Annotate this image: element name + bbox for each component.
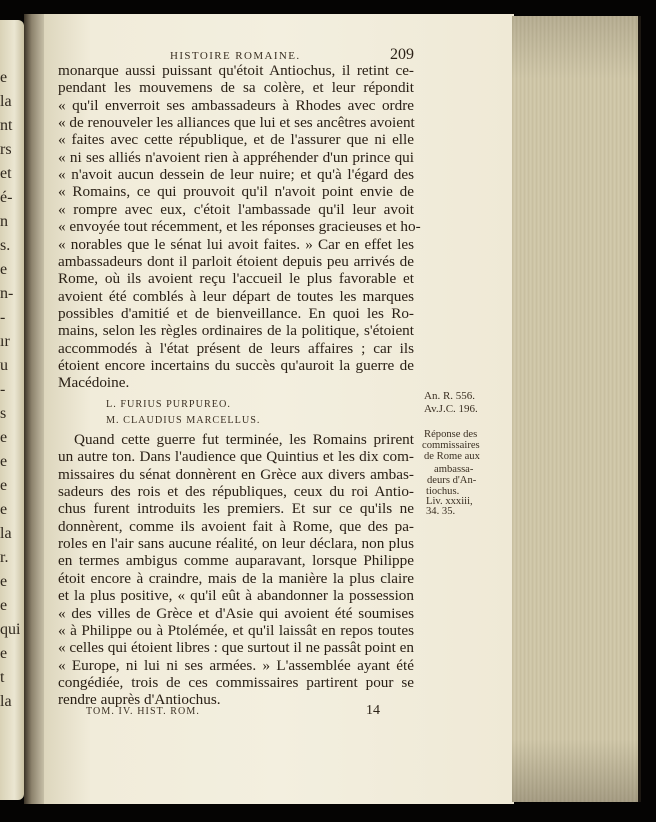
- footer-number: 14: [366, 703, 380, 718]
- text-line: « qu'il enverroit ses ambassadeurs à Rhodes avec ordre: [58, 96, 414, 114]
- text-line: roles en l'air sans aucune réalité, on leur déclara, non plus: [58, 535, 414, 553]
- side-note-line: tiochus.: [426, 486, 460, 497]
- book-gutter: [24, 14, 46, 804]
- side-note-line: Liv. xxxiii,: [426, 496, 473, 507]
- text-line: en termes ambigus comme auparavant, lorsque Philippe: [58, 552, 414, 570]
- left-page-fragment: s: [0, 406, 7, 422]
- side-note-line: ambassa-: [434, 464, 474, 475]
- left-page-fragment: e: [0, 478, 8, 494]
- text-line: Rome, où ils avoient reçu l'accueil le plus favorable et: [58, 270, 414, 288]
- side-note-line: de Rome aux: [424, 451, 480, 462]
- side-note-line: 34. 35.: [426, 506, 456, 517]
- text-line: étoit encore à craindre, mais de la manière la plus claire: [58, 569, 414, 587]
- left-page-fragment: la: [0, 526, 12, 542]
- left-page-fragment: la: [0, 94, 12, 110]
- text-line: Macédoine.: [58, 374, 130, 392]
- text-line: possibles d'amitié et de bienveillance. En quoi les Ro-: [58, 304, 414, 322]
- text-line: congédiée, trois de ces commissaires partirent pour se: [58, 673, 414, 691]
- left-page-fragment: e: [0, 502, 8, 518]
- side-note-line: commissaires: [422, 440, 480, 451]
- left-page-fragment: la: [0, 694, 12, 710]
- text-line: sadeurs des rois et des républiques, ceux du roi Antio-: [58, 483, 414, 501]
- page-stack-shadow: [512, 16, 638, 802]
- left-page-fragment: t: [0, 670, 5, 686]
- text-line: « celles qui étoient libres : que surtout il ne passât point en: [58, 639, 414, 657]
- text-line: « à Philippe ou à Ptolémée, et qu'il laissât en repos toutes: [58, 621, 414, 639]
- side-note-line: Réponse des: [424, 429, 478, 440]
- left-page-fragment: e: [0, 598, 8, 614]
- text-line: et la plus positive, « qu'il eût à abandonner la possession: [58, 587, 414, 605]
- text-line: « faites avec cette république, et de l'assurer que ni elle: [58, 131, 414, 149]
- text-line: mains, selon les règles ordinaires de la politique, s'étoient: [58, 322, 414, 340]
- left-page-fragment: qui: [0, 622, 20, 638]
- text-line: pendant les mouvemens de sa colère, et leur répondit: [58, 79, 414, 97]
- left-page-fragment: e: [0, 646, 8, 662]
- text-line: « Romains, ce qui prouvoit qu'il n'avoit point envie de: [58, 183, 414, 201]
- left-page-fragment: nt: [0, 118, 13, 134]
- text-line: « envoyée tout récemment, et les réponses gracieuses et ho-: [58, 218, 421, 236]
- left-page-fragment: r.: [0, 550, 9, 566]
- text-line: accommodés à l'état présent de leurs affaires ; car ils: [58, 339, 414, 357]
- left-page-fragment: é-: [0, 190, 13, 206]
- left-page-fragment: -: [0, 310, 6, 326]
- left-page-fragment: e: [0, 70, 8, 86]
- left-page-fragment: u: [0, 358, 8, 374]
- left-page-fragment: n-: [0, 286, 14, 302]
- consul-2: M. CLAUDIUS MARCELLUS.: [106, 415, 261, 426]
- text-line: Quand cette guerre fut terminée, les Romains prirent: [74, 431, 414, 448]
- text-line: monarque aussi puissant qu'étoit Antiochus, il retint ce-: [58, 62, 414, 79]
- text-line: « norables que le sénat lui avoit faites. » Car en effet les: [58, 235, 414, 253]
- left-page-fragment: ır: [0, 334, 10, 350]
- text-line: « ni ses alliés n'avoient rien à appréhender d'un prince qui: [58, 148, 414, 166]
- text-line: un autre ton. Dans l'audience que Quintius et les dix com-: [58, 448, 414, 466]
- text-line: avoient été comblés à leur départ de toutes les marques: [58, 287, 414, 305]
- text-line: « n'avoit aucun dessein de leur nuire; et qu'à l'égard des: [58, 166, 414, 184]
- left-page-fragment: e: [0, 430, 8, 446]
- text-line: donnèrent, comme ils avoient fait à Rome, que des pa-: [58, 517, 414, 535]
- margin-year-rome: An. R. 556.: [424, 390, 476, 402]
- text-line: « de renouveler les alliances que lui et ses ancêtres avoient: [58, 114, 415, 132]
- consul-1: L. FURIUS PURPUREO.: [106, 399, 231, 410]
- side-note-line: deurs d'An-: [427, 475, 477, 486]
- text-line: étoient encore incertains du succès qu'auroit la guerre de: [58, 356, 414, 374]
- text-line: « des villes de Grèce et d'Asie qui avoient été soumises: [58, 604, 414, 622]
- left-page-fragment: n: [0, 214, 8, 230]
- left-page-fragment: e: [0, 262, 8, 278]
- text-line: « rompre avec eux, c'étoit l'ambassade qu'il leur avoit: [58, 200, 414, 218]
- left-page-edge: [0, 20, 24, 800]
- left-page-fragment: e: [0, 454, 8, 470]
- page-number: 209: [390, 46, 414, 63]
- text-line: chus furent introduits les premiers. Et sur ce qu'ils ne: [58, 500, 414, 518]
- left-page-fragment: -: [0, 382, 6, 398]
- text-line: missaires du sénat donnèrent en Grèce aux divers ambas-: [58, 465, 414, 483]
- left-page-fragment: s.: [0, 238, 11, 254]
- text-line: rendre auprès d'Antiochus.: [58, 691, 221, 709]
- text-line: ambassadeurs dont il parloit étoient depuis peu arrivés de: [58, 252, 414, 270]
- running-head: HISTOIRE ROMAINE.: [170, 50, 301, 62]
- footer-signature: TOM. IV. HIST. ROM.: [86, 706, 200, 717]
- margin-year-bc: Av.J.C. 196.: [424, 403, 478, 415]
- left-page-fragment: et: [0, 166, 12, 182]
- text-line: « Europe, ni lui ni ses armées. » L'assemblée ayant été: [58, 656, 414, 674]
- left-page-fragment: e: [0, 574, 8, 590]
- left-page-fragment: rs: [0, 142, 12, 158]
